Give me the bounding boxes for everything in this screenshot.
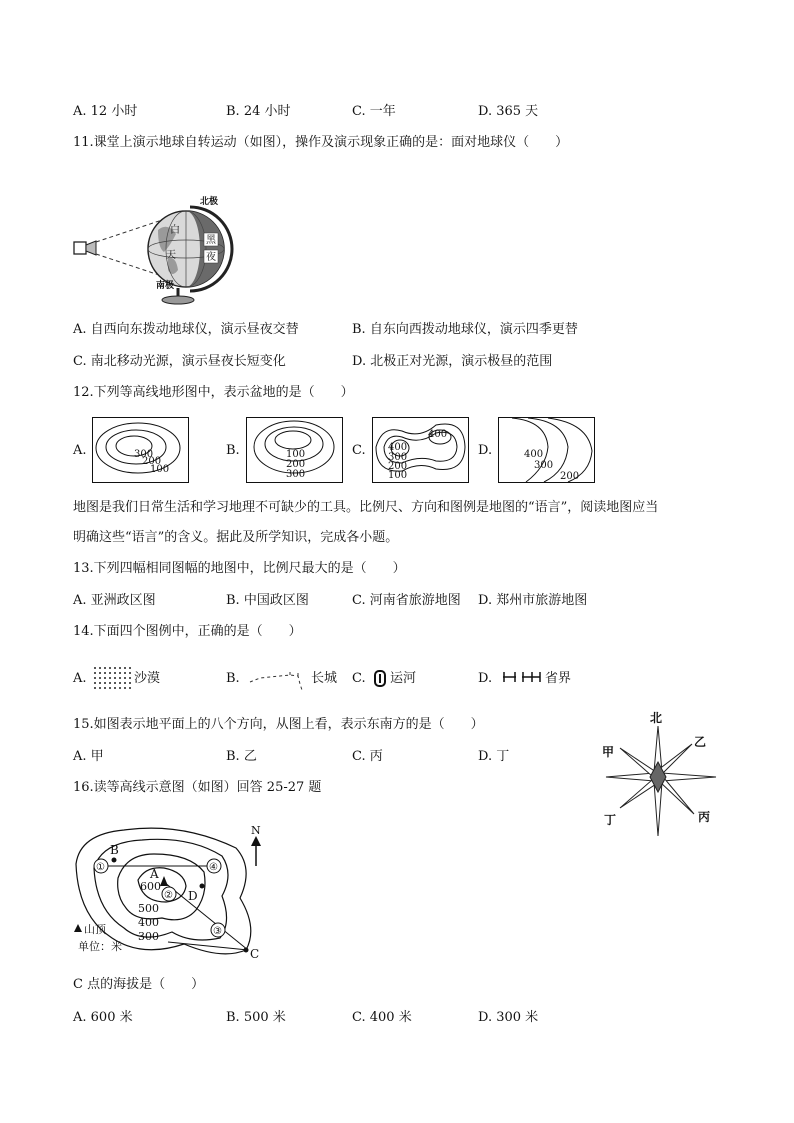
q10-option-b: B. 24 小时 [226, 104, 291, 119]
elevation-600-label: 600 [140, 880, 161, 893]
compass-bing-label: 丙 [698, 810, 711, 824]
elevation-400-label: 400 [138, 916, 159, 929]
contour-d-label-2: 300 [534, 460, 554, 471]
compass-rose-figure [598, 708, 723, 840]
globe-north-label: 北极 [200, 197, 219, 207]
q13-option-c: C. 河南省旅游地图 [352, 593, 461, 608]
compass-jia-label: 甲 [602, 745, 615, 759]
great-wall-legend-icon [246, 664, 310, 694]
compass-north-label: 北 [650, 711, 663, 725]
contour-map-c [372, 417, 469, 483]
point-d-label: D [188, 889, 198, 903]
compass-ding-label: 丁 [604, 813, 617, 827]
station-3-label: ③ [213, 926, 222, 937]
legend-peak-label: 山顶 [84, 923, 106, 936]
globe-night-label-2: 夜 [206, 252, 216, 263]
contour-a-label-1: 300 [134, 449, 154, 460]
intro-line-2: 明确这些“语言”的含义。据此及所学知识，完成各小题。 [73, 530, 399, 545]
contour-c-label-2: 400 [388, 442, 408, 453]
contour-sketch-map [72, 820, 272, 962]
q14-province-border-label: 省界 [545, 671, 572, 686]
legend-unit-label: 单位：米 [78, 940, 122, 953]
q15-stem: 15.如图表示地平面上的八个方向，从图上看，表示东南方的是（ ） [73, 717, 484, 732]
q13-option-b: B. 中国政区图 [226, 593, 309, 608]
point-d-icon [200, 884, 205, 889]
q14-great-wall-label: 长城 [311, 671, 338, 686]
point-a-label: A [150, 867, 159, 881]
compass-yi-label: 乙 [694, 735, 707, 749]
q14-stem: 14.下面四个图例中，正确的是（ ） [73, 624, 302, 639]
point-b-label: B [110, 843, 119, 857]
contour-b-label-2: 200 [286, 459, 306, 470]
province-border-legend-icon [502, 670, 542, 684]
q11-option-a: A. 自西向东拨动地球仪，演示昼夜交替 [73, 322, 299, 337]
contour-c-label-5: 100 [388, 470, 408, 481]
station-1-label: ① [96, 862, 105, 873]
q16-option-d: D. 300 米 [478, 1010, 539, 1025]
contour-c-label-1: 400 [428, 429, 448, 440]
q14-option-b: B. [226, 671, 240, 686]
north-arrow-label: N [251, 824, 261, 837]
q10-option-a: A. 12 小时 [73, 104, 138, 119]
light-source-icon [74, 242, 86, 254]
q15-option-a: A. 甲 [73, 749, 104, 764]
contour-b-label-3: 300 [286, 469, 306, 480]
q10-option-d: D. 365 天 [478, 104, 539, 119]
north-arrow-icon [251, 836, 261, 866]
globe-figure [72, 190, 242, 305]
contour-map-a [92, 417, 189, 483]
q12-option-a: A. [73, 443, 87, 458]
station-2-label: ② [164, 890, 173, 901]
q16-option-a: A. 600 米 [73, 1010, 133, 1025]
globe-day-label-2: 天 [166, 250, 176, 261]
q16-stem: 16.读等高线示意图（如图）回答 25-27 题 [73, 780, 322, 795]
globe-night-label-1: 黑 [206, 235, 216, 246]
elevation-500-label: 500 [138, 902, 159, 915]
elevation-300-label: 300 [138, 930, 159, 943]
q14-desert-label: 沙漠 [134, 671, 161, 686]
point-c-label: C [250, 947, 260, 961]
q15-option-b: B. 乙 [226, 749, 257, 764]
legend-peak-icon [74, 924, 82, 932]
contour-d-label-3: 200 [560, 471, 580, 482]
station-4-label: ④ [209, 862, 218, 873]
q14-canal-label: 运河 [390, 671, 417, 686]
q12-option-c: C. [352, 443, 366, 458]
q14-option-c: C. [352, 671, 366, 686]
q12-stem: 12.下列等高线地形图中，表示盆地的是（ ） [73, 385, 354, 400]
q14-option-d: D. [478, 671, 493, 686]
q13-option-a: A. 亚洲政区图 [73, 593, 156, 608]
q14-option-a: A. [73, 671, 87, 686]
globe-south-label: 南极 [156, 281, 175, 291]
q13-stem: 13.下列四幅相同图幅的地图中，比例尺最大的是（ ） [73, 561, 406, 576]
q13-option-d: D. 郑州市旅游地图 [478, 593, 588, 608]
point-b-icon [112, 858, 117, 863]
peak-marker-icon [160, 876, 168, 886]
globe-icon [148, 211, 224, 287]
contour-a-label-3: 100 [150, 464, 170, 475]
contour-c-label-3: 300 [388, 452, 408, 463]
q16-substem: C 点的海拔是（ ） [73, 977, 205, 992]
q15-option-d: D. 丁 [478, 749, 510, 764]
contour-map-b [246, 417, 343, 483]
globe-day-label-1: 白 [170, 225, 180, 236]
contour-b-label-1: 100 [286, 449, 306, 460]
point-c-icon [244, 948, 249, 953]
q16-option-b: B. 500 米 [226, 1010, 286, 1025]
q15-option-c: C. 丙 [352, 749, 383, 764]
q10-option-c: C. 一年 [352, 104, 396, 119]
contour-map-d [498, 417, 595, 483]
contour-c-label-4: 200 [388, 461, 408, 472]
desert-legend-icon [92, 665, 132, 689]
q12-option-d: D. [478, 443, 493, 458]
contour-a-label-2: 200 [142, 456, 162, 467]
q11-stem: 11.课堂上演示地球自转运动（如图），操作及演示现象正确的是：面对地球仪（ ） [73, 135, 569, 150]
q11-option-c: C. 南北移动光源，演示昼夜长短变化 [73, 354, 286, 369]
contour-d-label-1: 400 [524, 449, 544, 460]
q16-option-c: C. 400 米 [352, 1010, 412, 1025]
intro-line-1: 地图是我们日常生活和学习地理不可缺少的工具。比例尺、方向和图例是地图的“语言”，阅读地图应当 [73, 500, 659, 515]
q11-option-d: D. 北极正对光源，演示极昼的范围 [352, 354, 553, 369]
canal-legend-icon [373, 670, 387, 688]
q12-option-b: B. [226, 443, 240, 458]
q11-option-b: B. 自东向西拨动地球仪，演示四季更替 [352, 322, 578, 337]
